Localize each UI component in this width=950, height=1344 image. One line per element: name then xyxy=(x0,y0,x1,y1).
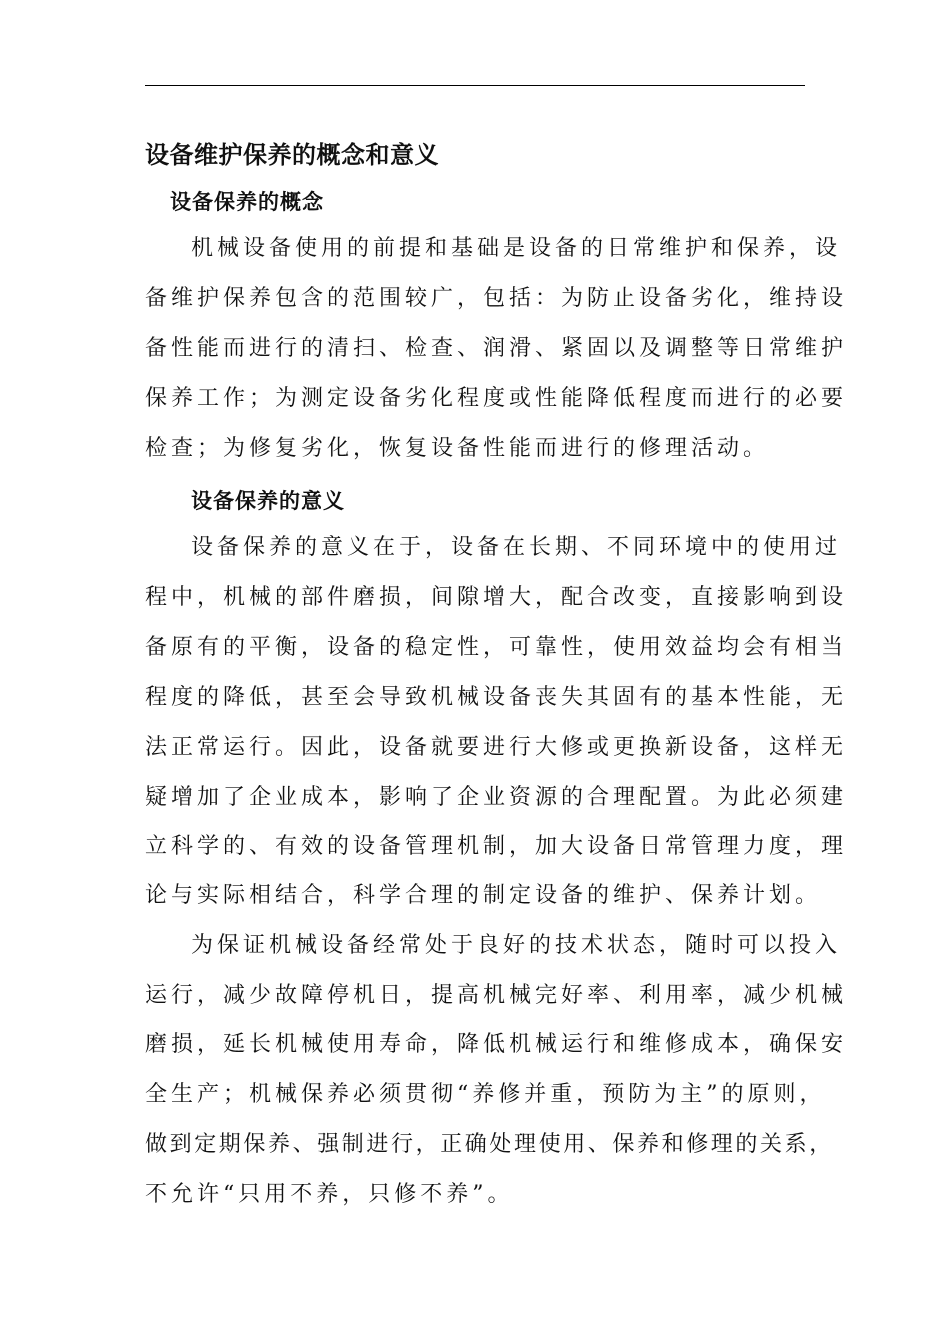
paragraph-line: 检查；为修复劣化，恢复设备性能而进行的修理活动。 xyxy=(145,436,770,461)
paragraph-line: 程中，机械的部件磨损，间隙增大，配合改变，直接影响到设 xyxy=(145,585,848,610)
paragraph-line: 备维护保养包含的范围较广，包括：为防止设备劣化，维持设 xyxy=(145,286,848,311)
section2-heading: 设备保养的意义 xyxy=(191,489,345,513)
paragraph-line: 运行，减少故障停机日，提高机械完好率、利用率，减少机械 xyxy=(145,983,848,1008)
paragraph-line: 设备保养的意义在于，设备在长期、不同环境中的使用过 xyxy=(191,535,842,560)
document-title: 设备维护保养的概念和意义 xyxy=(145,141,439,169)
paragraph-line: 做到定期保养、强制进行，正确处理使用、保养和修理的关系， xyxy=(145,1132,834,1157)
paragraph-line: 为保证机械设备经常处于良好的技术状态，随时可以投入 xyxy=(191,933,842,958)
paragraph-line: 论与实际相结合，科学合理的制定设备的维护、保养计划。 xyxy=(145,883,822,908)
paragraph-line: 全生产；机械保养必须贯彻“养修并重，预防为主”的原则， xyxy=(145,1082,826,1107)
paragraph-line: 磨损，延长机械使用寿命，降低机械运行和维修成本，确保安 xyxy=(145,1032,848,1057)
header-rule xyxy=(145,85,805,86)
paragraph-line: 机械设备使用的前提和基础是设备的日常维护和保养，设 xyxy=(191,236,842,261)
paragraph-line: 立科学的、有效的设备管理机制，加大设备日常管理力度，理 xyxy=(145,834,848,859)
paragraph-line: 法正常运行。因此，设备就要进行大修或更换新设备，这样无 xyxy=(145,735,848,760)
paragraph-line: 疑增加了企业成本，影响了企业资源的合理配置。为此必须建 xyxy=(145,785,848,810)
paragraph-line: 备原有的平衡，设备的稳定性，可靠性，使用效益均会有相当 xyxy=(145,635,848,660)
section1-heading: 设备保养的概念 xyxy=(170,190,324,214)
paragraph-line: 备性能而进行的清扫、检查、润滑、紧固以及调整等日常维护 xyxy=(145,336,848,361)
paragraph-line: 程度的降低，甚至会导致机械设备丧失其固有的基本性能，无 xyxy=(145,685,848,710)
paragraph-line: 保养工作；为测定设备劣化程度或性能降低程度而进行的必要 xyxy=(145,386,848,411)
paragraph-line: 不允许“只用不养，只修不养”。 xyxy=(145,1182,514,1207)
